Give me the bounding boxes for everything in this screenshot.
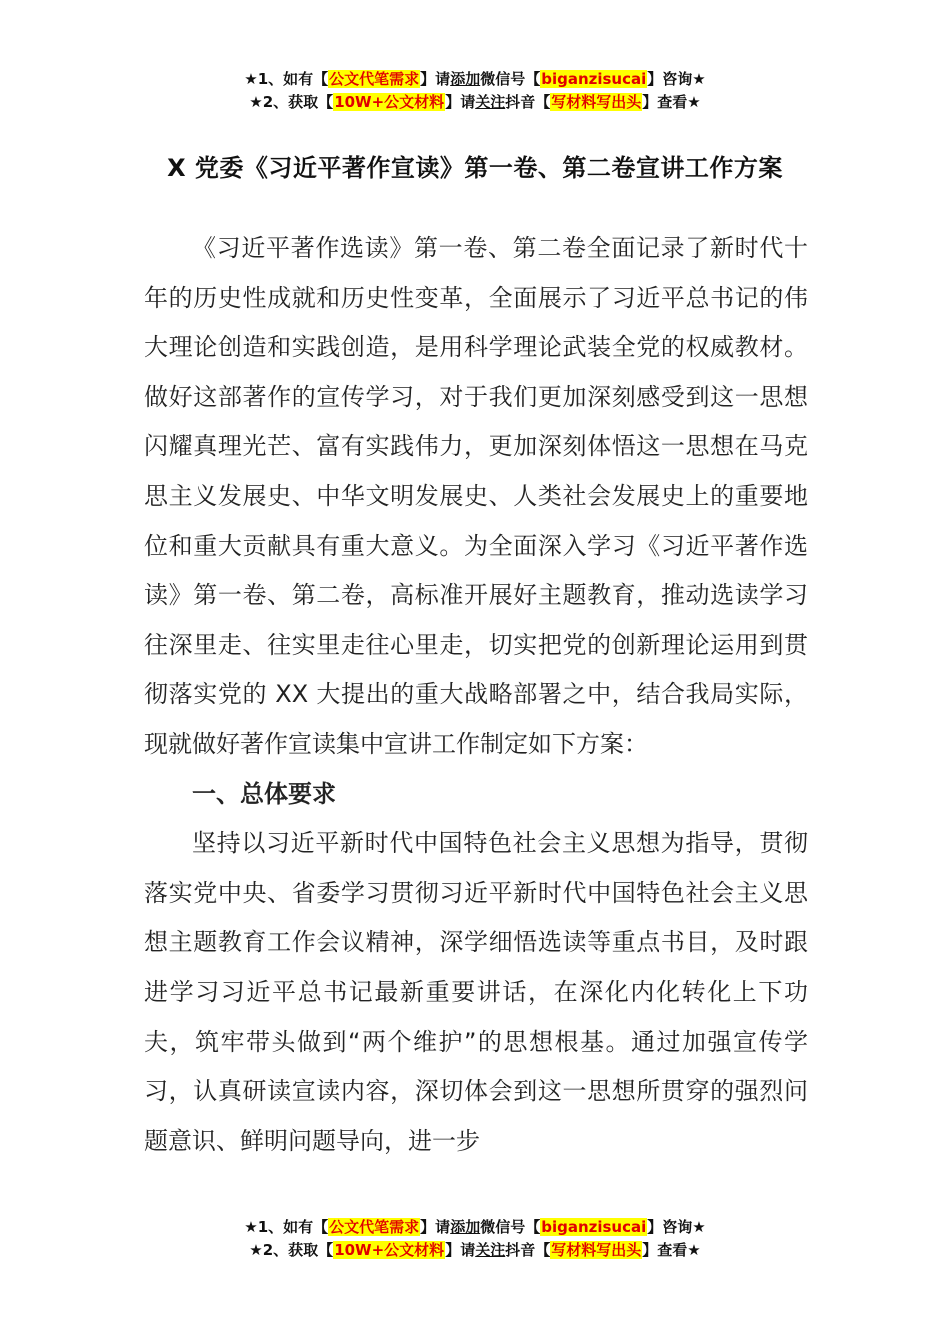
paragraph-intro: 《习近平著作选读》第一卷、第二卷全面记录了新时代十年的历史性成就和历史性变革，全面展示了习近平总书记的伟大理论创造和实践创造，是用科学理论武装全党的权威教材。做好这部著作的宣传学习，对于我们更加深刻感受到这一思想闪耀真理光芒、富有实践伟力，更加深刻体悟这一思想在马克思主义发展史、中华文明发展史、人类社会发展史上的重要地位和重大贡献具有重大意义。为全面深入学习《习近平著作选读》第一卷、第二卷，高标准开展好主题教育，推动选读学习往深里走、往实里走往心里走，切实把党的创新理论运用到贯彻落实党的 XX 大提出的重大战略部署之中，结合我局实际，现就做好著作宣读集中宣讲工作制定如下方案： [144, 234, 808, 758]
promo-highlight: 公文代笔需求 [329, 1218, 420, 1236]
promo-line-1 [0, 1216, 950, 1239]
promo-highlight: 10W+公文材料 [334, 1241, 445, 1259]
promo-text: 】咨询★ [647, 1218, 706, 1236]
promo-banner-bottom [0, 1216, 950, 1262]
promo-highlight-douyin: 写材料写出头 [551, 1241, 642, 1259]
promo-highlight: 公文代笔需求 [329, 70, 420, 88]
promo-text: 抖音【 [505, 93, 551, 111]
promo-text: 】请 [420, 1218, 451, 1236]
promo-text: 】查看★ [642, 93, 701, 111]
document-body [144, 224, 808, 1166]
promo-text: ★2、获取【 [249, 1241, 334, 1259]
promo-text: ★2、获取【 [249, 93, 334, 111]
promo-text: ★1、如有【 [244, 1218, 329, 1236]
promo-text: 】请 [420, 70, 451, 88]
promo-highlight: 10W+公文材料 [334, 93, 445, 111]
promo-text: 】请 [445, 93, 476, 111]
promo-line-2 [0, 1239, 950, 1262]
promo-line-1 [0, 68, 950, 91]
promo-text: 微信号【 [480, 70, 541, 88]
promo-text: 】请 [445, 1241, 476, 1259]
promo-highlight-douyin: 写材料写出头 [551, 93, 642, 111]
promo-text: ★1、如有【 [244, 70, 329, 88]
promo-underline: 添加 [450, 70, 481, 88]
promo-line-2 [0, 91, 950, 114]
promo-text: 微信号【 [480, 1218, 541, 1236]
promo-text: 抖音【 [505, 1241, 551, 1259]
document-title: X 党委《习近平著作宣读》第一卷、第二卷宣讲工作方案 [167, 154, 783, 182]
promo-highlight-wechat: biganzisucai [541, 1218, 647, 1236]
promo-highlight-wechat: biganzisucai [541, 70, 647, 88]
paragraph-requirements: 坚持以习近平新时代中国特色社会主义思想为指导，贯彻落实党中央、省委学习贯彻习近平新时代中国特色社会主义思想主题教育工作会议精神，深学细悟选读等重点书目，及时跟进学习习近平总书记最新重要讲话，在深化内化转化上下功夫，筑牢带头做到“两个维护”的思想根基。通过加强宣传学习，认真研读宣读内容，深切体会到这一思想所贯穿的强烈问题意识、鲜明问题导向，进一步 [144, 829, 808, 1155]
promo-underline: 关注 [475, 1241, 506, 1259]
section-heading: 一、总体要求 [192, 779, 336, 808]
promo-text: 】咨询★ [647, 70, 706, 88]
promo-underline: 关注 [475, 93, 506, 111]
promo-underline: 添加 [450, 1218, 481, 1236]
promo-banner-top [0, 68, 950, 114]
promo-text: 】查看★ [642, 1241, 701, 1259]
